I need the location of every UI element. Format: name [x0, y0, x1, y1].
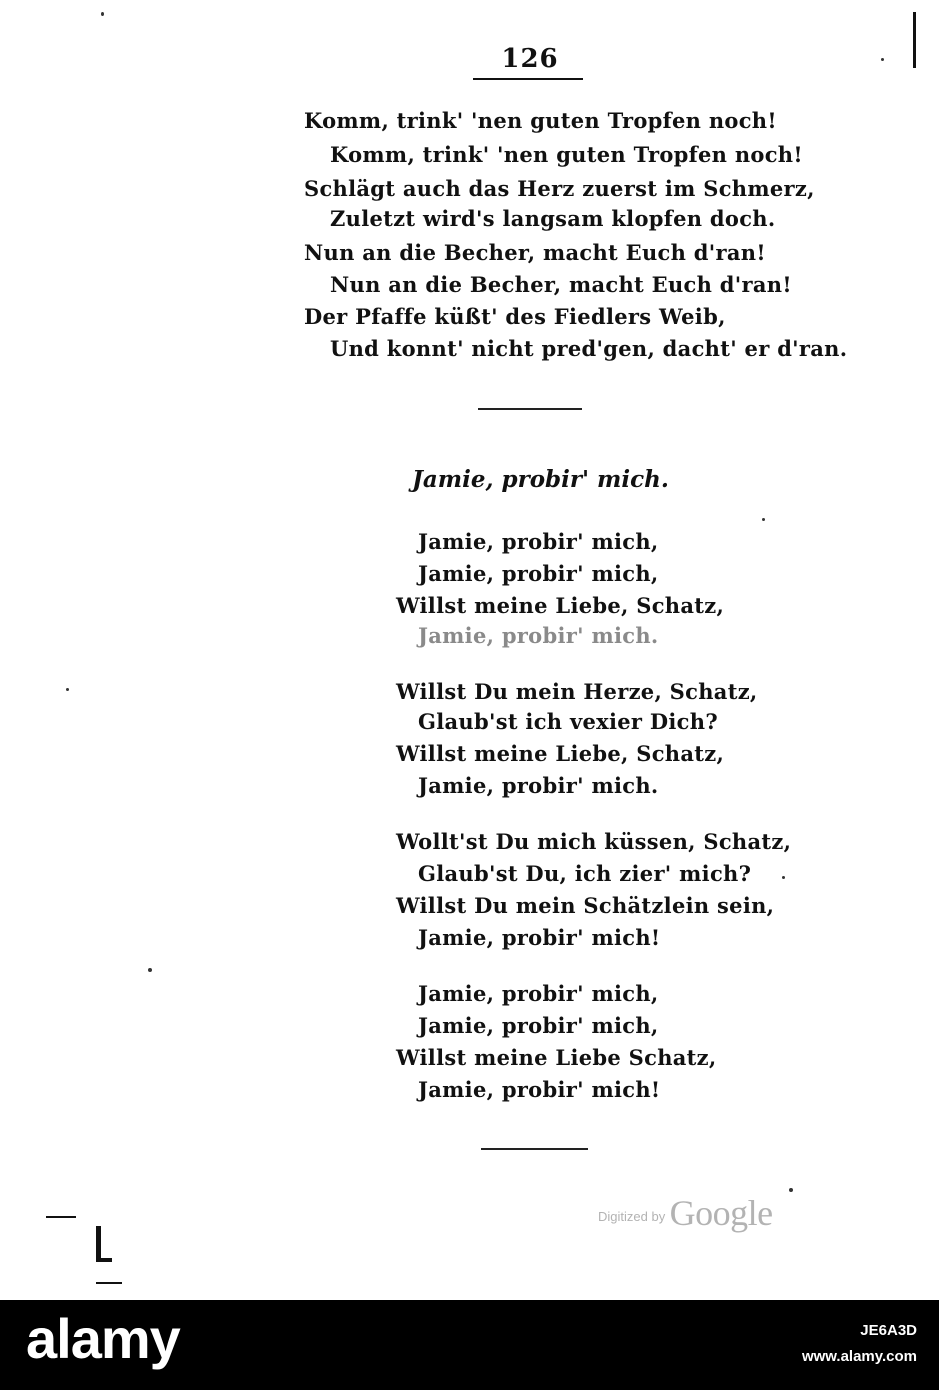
- verse-line: Jamie, probir' mich.: [418, 623, 659, 648]
- verse-line: Willst meine Liebe, Schatz,: [396, 741, 725, 766]
- image-id: JE6A3D: [860, 1322, 917, 1339]
- scan-speck: [66, 688, 69, 691]
- scan-speck: [148, 968, 152, 972]
- verse-line: Wollt'st Du mich küssen, Schatz,: [396, 829, 792, 854]
- site-url[interactable]: www.alamy.com: [801, 1348, 917, 1365]
- end-divider: [481, 1148, 588, 1150]
- watermark-brand: Google: [669, 1193, 773, 1233]
- poem-title: Jamie, probir' mich.: [412, 466, 669, 493]
- verse-line: Willst meine Liebe Schatz,: [396, 1045, 717, 1070]
- digitized-by-google-watermark: [598, 1192, 773, 1234]
- scan-edge-mark: [96, 1258, 112, 1262]
- scan-speck: [789, 1188, 793, 1192]
- verse-line: Jamie, probir' mich.: [418, 773, 659, 798]
- verse-line: Der Pfaffe küßt' des Fiedlers Weib,: [304, 304, 726, 329]
- verse-line: Jamie, probir' mich,: [418, 561, 659, 586]
- verse-line: Willst Du mein Schätzlein sein,: [396, 893, 775, 918]
- verse-line: Zuletzt wird's langsam klopfen doch.: [330, 206, 776, 231]
- scan-speck: [881, 58, 884, 61]
- verse-line: Willst Du mein Herze, Schatz,: [396, 679, 758, 704]
- scan-speck: [762, 518, 765, 521]
- verse-line: Komm, trink' 'nen guten Tropfen noch!: [330, 142, 803, 167]
- scan-edge-mark: [913, 12, 916, 68]
- verse-line: Jamie, probir' mich,: [418, 529, 659, 554]
- stock-photo-footer-bar: [0, 1300, 939, 1390]
- verse-line: Und konnt' nicht pred'gen, dacht' er d'ran.: [330, 336, 848, 361]
- verse-line: Komm, trink' 'nen guten Tropfen noch!: [304, 108, 777, 133]
- scan-speck: [782, 876, 785, 879]
- alamy-logo: alamy: [26, 1307, 180, 1370]
- watermark-prefix: Digitized by: [598, 1209, 666, 1224]
- verse-line: Willst meine Liebe, Schatz,: [396, 593, 725, 618]
- verse-line: Nun an die Becher, macht Euch d'ran!: [330, 272, 792, 297]
- scan-speck: [101, 12, 104, 16]
- scan-edge-mark: [46, 1216, 76, 1218]
- verse-line: Jamie, probir' mich!: [418, 925, 661, 950]
- verse-line: Schlägt auch das Herz zuerst im Schmerz,: [304, 176, 815, 201]
- page-number: 126: [501, 44, 559, 74]
- verse-line: Glaub'st ich vexier Dich?: [418, 709, 718, 734]
- section-divider: [478, 408, 582, 410]
- verse-line: Glaub'st Du, ich zier' mich?: [418, 861, 752, 886]
- verse-line: Jamie, probir' mich,: [418, 1013, 659, 1038]
- scan-edge-mark: [96, 1226, 101, 1260]
- verse-line: Nun an die Becher, macht Euch d'ran!: [304, 240, 766, 265]
- page-number-rule: [473, 78, 583, 80]
- verse-line: Jamie, probir' mich!: [418, 1077, 661, 1102]
- verse-line: Jamie, probir' mich,: [418, 981, 659, 1006]
- scan-edge-mark: [96, 1282, 122, 1284]
